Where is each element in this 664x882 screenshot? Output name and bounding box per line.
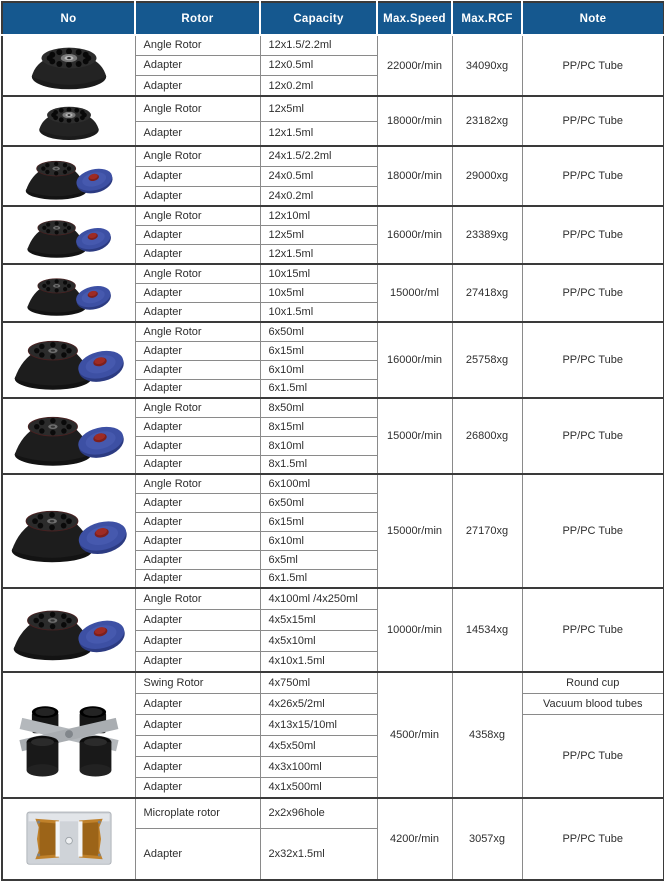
rotor-type-cell: Adapter [135,283,260,302]
capacity-cell: 4x5x10ml [260,630,377,651]
capacity-cell: 6x50ml [260,493,377,512]
capacity-cell: 12x0.2ml [260,76,377,96]
note-cell: PP/PC Tube [522,474,664,588]
max-speed-cell: 4200r/min [377,798,452,880]
rotor-type-cell: Adapter [135,651,260,672]
capacity-cell: 12x5ml [260,225,377,244]
rotor-type-cell: Angle Rotor [135,96,260,121]
capacity-cell: 8x15ml [260,417,377,436]
note-cell: PP/PC Tube [522,714,664,798]
rotor-type-cell: Microplate rotor [135,798,260,828]
note-cell: PP/PC Tube [522,35,664,96]
capacity-cell: 8x10ml [260,436,377,455]
table-row [2,474,664,493]
capacity-cell: 12x5ml [260,96,377,121]
microplate-rotor-image [17,807,121,871]
max-rcf-cell: 34090xg [452,35,522,96]
capacity-cell: 4x100ml /4x250ml [260,588,377,609]
note-cell: PP/PC Tube [522,264,664,322]
rotor-type-cell: Adapter [135,121,260,146]
rotor-type-cell: Adapter [135,693,260,714]
angle-rotor-with-lid-image [12,595,126,665]
max-speed-cell: 16000r/min [377,322,452,398]
capacity-cell: 6x10ml [260,360,377,379]
rotor-type-cell: Adapter [135,245,260,264]
capacity-cell: 2x32x1.5ml [260,828,377,880]
rotor-image-cell [2,672,135,798]
capacity-cell: 12x1.5ml [260,121,377,146]
capacity-cell: 6x15ml [260,512,377,531]
col-header-max-speed: Max.Speed [377,2,452,35]
capacity-cell: 6x10ml [260,531,377,550]
rotor-type-cell: Swing Rotor [135,672,260,693]
rotor-type-cell: Adapter [135,55,260,75]
note-cell: PP/PC Tube [522,798,664,880]
capacity-cell: 12x0.5ml [260,55,377,75]
col-header-no: No [2,2,135,35]
swing-rotor-image [16,687,122,783]
rotor-type-cell: Adapter [135,714,260,735]
max-speed-cell: 15000r/min [377,398,452,474]
rotor-image-cell [2,96,135,146]
rotor-type-cell: Adapter [135,493,260,512]
note-cell: PP/PC Tube [522,398,664,474]
rotor-type-cell: Adapter [135,166,260,186]
rotor-type-cell: Angle Rotor [135,35,260,55]
col-header-max-rcf: Max.RCF [452,2,522,35]
max-rcf-cell: 4358xg [452,672,522,798]
rotor-type-cell: Adapter [135,777,260,798]
max-rcf-cell: 23389xg [452,206,522,264]
max-rcf-cell: 14534xg [452,588,522,672]
capacity-cell: 10x5ml [260,283,377,302]
rotor-image-cell [2,35,135,96]
rotor-type-cell: Angle Rotor [135,398,260,417]
rotor-type-cell: Angle Rotor [135,474,260,493]
rotor-type-cell: Angle Rotor [135,146,260,166]
rotor-type-cell: Adapter [135,550,260,569]
rotor-image-cell [2,322,135,398]
capacity-cell: 6x15ml [260,341,377,360]
capacity-cell: 24x1.5/2.2ml [260,146,377,166]
rotor-type-cell: Adapter [135,735,260,756]
capacity-cell: 6x100ml [260,474,377,493]
capacity-cell: 12x1.5ml [260,245,377,264]
table-row [2,322,664,341]
note-cell: PP/PC Tube [522,588,664,672]
col-header-note: Note [522,2,664,35]
capacity-cell: 6x50ml [260,322,377,341]
max-speed-cell: 15000r/ml [377,264,452,322]
capacity-cell: 4x13x15/10ml [260,714,377,735]
rotor-type-cell: Adapter [135,436,260,455]
table-row [2,398,664,417]
max-rcf-cell: 3057xg [452,798,522,880]
capacity-cell: 2x2x96hole [260,798,377,828]
capacity-cell: 8x50ml [260,398,377,417]
note-cell: PP/PC Tube [522,96,664,146]
rotor-spec-table [1,1,664,881]
rotor-type-cell: Adapter [135,341,260,360]
table-row [2,206,664,225]
capacity-cell: 4x26x5/2ml [260,693,377,714]
max-rcf-cell: 23182xg [452,96,522,146]
max-rcf-cell: 29000xg [452,146,522,206]
table-row [2,588,664,609]
capacity-cell: 6x1.5ml [260,379,377,398]
max-rcf-cell: 26800xg [452,398,522,474]
max-speed-cell: 22000r/min [377,35,452,96]
angle-rotor-image [32,99,106,143]
max-rcf-cell: 27418xg [452,264,522,322]
angle-rotor-with-lid-image [17,209,121,261]
capacity-cell: 10x15ml [260,264,377,283]
rotor-type-cell: Adapter [135,828,260,880]
max-speed-cell: 4500r/min [377,672,452,798]
note-cell: PP/PC Tube [522,322,664,398]
capacity-cell: 10x1.5ml [260,303,377,322]
rotor-type-cell: Angle Rotor [135,588,260,609]
rotor-type-cell: Adapter [135,417,260,436]
col-header-rotor: Rotor [135,2,260,35]
capacity-cell: 4x10x1.5ml [260,651,377,672]
table-row [2,35,664,55]
angle-rotor-with-lid-image [13,326,125,394]
table-row [2,798,664,828]
max-speed-cell: 18000r/min [377,96,452,146]
table-row [2,96,664,121]
capacity-cell: 4x3x100ml [260,756,377,777]
rotor-image-cell [2,264,135,322]
max-speed-cell: 10000r/min [377,588,452,672]
rotor-type-cell: Adapter [135,455,260,474]
capacity-cell: 12x1.5/2.2ml [260,35,377,55]
capacity-cell: 12x10ml [260,206,377,225]
max-speed-cell: 18000r/min [377,146,452,206]
rotor-type-cell: Adapter [135,360,260,379]
note-cell: PP/PC Tube [522,206,664,264]
rotor-image-cell [2,398,135,474]
rotor-type-cell: Adapter [135,630,260,651]
rotor-type-cell: Adapter [135,303,260,322]
angle-rotor-with-lid-image [17,267,121,319]
capacity-cell: 24x0.5ml [260,166,377,186]
capacity-cell: 4x5x50ml [260,735,377,756]
angle-rotor-with-lid-image [15,149,123,203]
rotor-type-cell: Adapter [135,225,260,244]
note-cell: PP/PC Tube [522,146,664,206]
table-row [2,264,664,283]
rotor-image-cell [2,798,135,880]
rotor-type-cell: Adapter [135,379,260,398]
table-row [2,146,664,166]
header-row [2,2,664,35]
rotor-image-cell [2,146,135,206]
capacity-cell: 6x5ml [260,550,377,569]
max-speed-cell: 16000r/min [377,206,452,264]
capacity-cell: 4x5x15ml [260,609,377,630]
rotor-type-cell: Adapter [135,186,260,206]
max-rcf-cell: 25758xg [452,322,522,398]
rotor-type-cell: Angle Rotor [135,206,260,225]
angle-rotor-with-lid-image [10,479,128,583]
col-header-capacity: Capacity [260,2,377,35]
rotor-image-cell [2,588,135,672]
capacity-cell: 4x1x500ml [260,777,377,798]
rotor-type-cell: Adapter [135,512,260,531]
max-rcf-cell: 27170xg [452,474,522,588]
capacity-cell: 24x0.2ml [260,186,377,206]
note-cell: Vacuum blood tubes [522,693,664,714]
note-cell: Round cup [522,672,664,693]
capacity-cell: 8x1.5ml [260,455,377,474]
max-speed-cell: 15000r/min [377,474,452,588]
rotor-image-cell [2,474,135,588]
table-row [2,672,664,693]
rotor-type-cell: Adapter [135,569,260,588]
capacity-cell: 4x750ml [260,672,377,693]
rotor-type-cell: Adapter [135,756,260,777]
rotor-type-cell: Angle Rotor [135,264,260,283]
angle-rotor-with-lid-image [13,402,125,470]
rotor-type-cell: Angle Rotor [135,322,260,341]
angle-rotor-image [23,38,115,93]
rotor-type-cell: Adapter [135,609,260,630]
rotor-image-cell [2,206,135,264]
rotor-type-cell: Adapter [135,76,260,96]
capacity-cell: 6x1.5ml [260,569,377,588]
rotor-type-cell: Adapter [135,531,260,550]
